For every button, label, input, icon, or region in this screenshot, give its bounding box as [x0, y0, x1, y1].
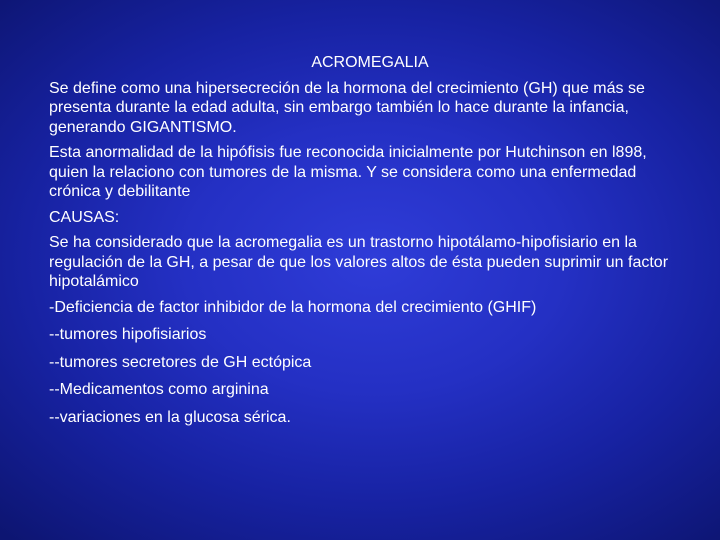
- causes-heading: CAUSAS:: [49, 208, 120, 226]
- cause-item: --Medicamentos como arginina: [49, 381, 269, 398]
- cause-item: --variaciones en la glucosa sérica.: [49, 408, 291, 426]
- history-paragraph: Esta anormalidad de la hipófisis fue reconocida inicialmente por Hutchinson en l898, quien la relaciono con tumores de la misma. Y se considera como una enfermedad crónica y debilitante: [49, 144, 647, 200]
- causes-paragraph: Se ha considerado que la acromegalia es un trastorno hipotálamo-hipofisiario en la regulación de la GH, a pesar de que los valores altos de ésta pueden suprimir un factor hipotalámico: [49, 234, 669, 290]
- cause-item: -Deficiencia de factor inhibidor de la hormona del crecimiento (GHIF): [49, 298, 537, 316]
- slide-title: ACROMEGALIA: [311, 54, 429, 71]
- cause-item: --tumores hipofisiarios: [49, 326, 207, 343]
- cause-item: --tumores secretores de GH ectópica: [49, 353, 312, 371]
- definition-paragraph: Se define como una hipersecreción de la hormona del crecimiento (GH) que más se presenta durante la edad adulta, sin embargo también lo hace durante la infancia, generando GIGANTISMO.: [49, 79, 645, 136]
- slide-content: [49, 53, 689, 435]
